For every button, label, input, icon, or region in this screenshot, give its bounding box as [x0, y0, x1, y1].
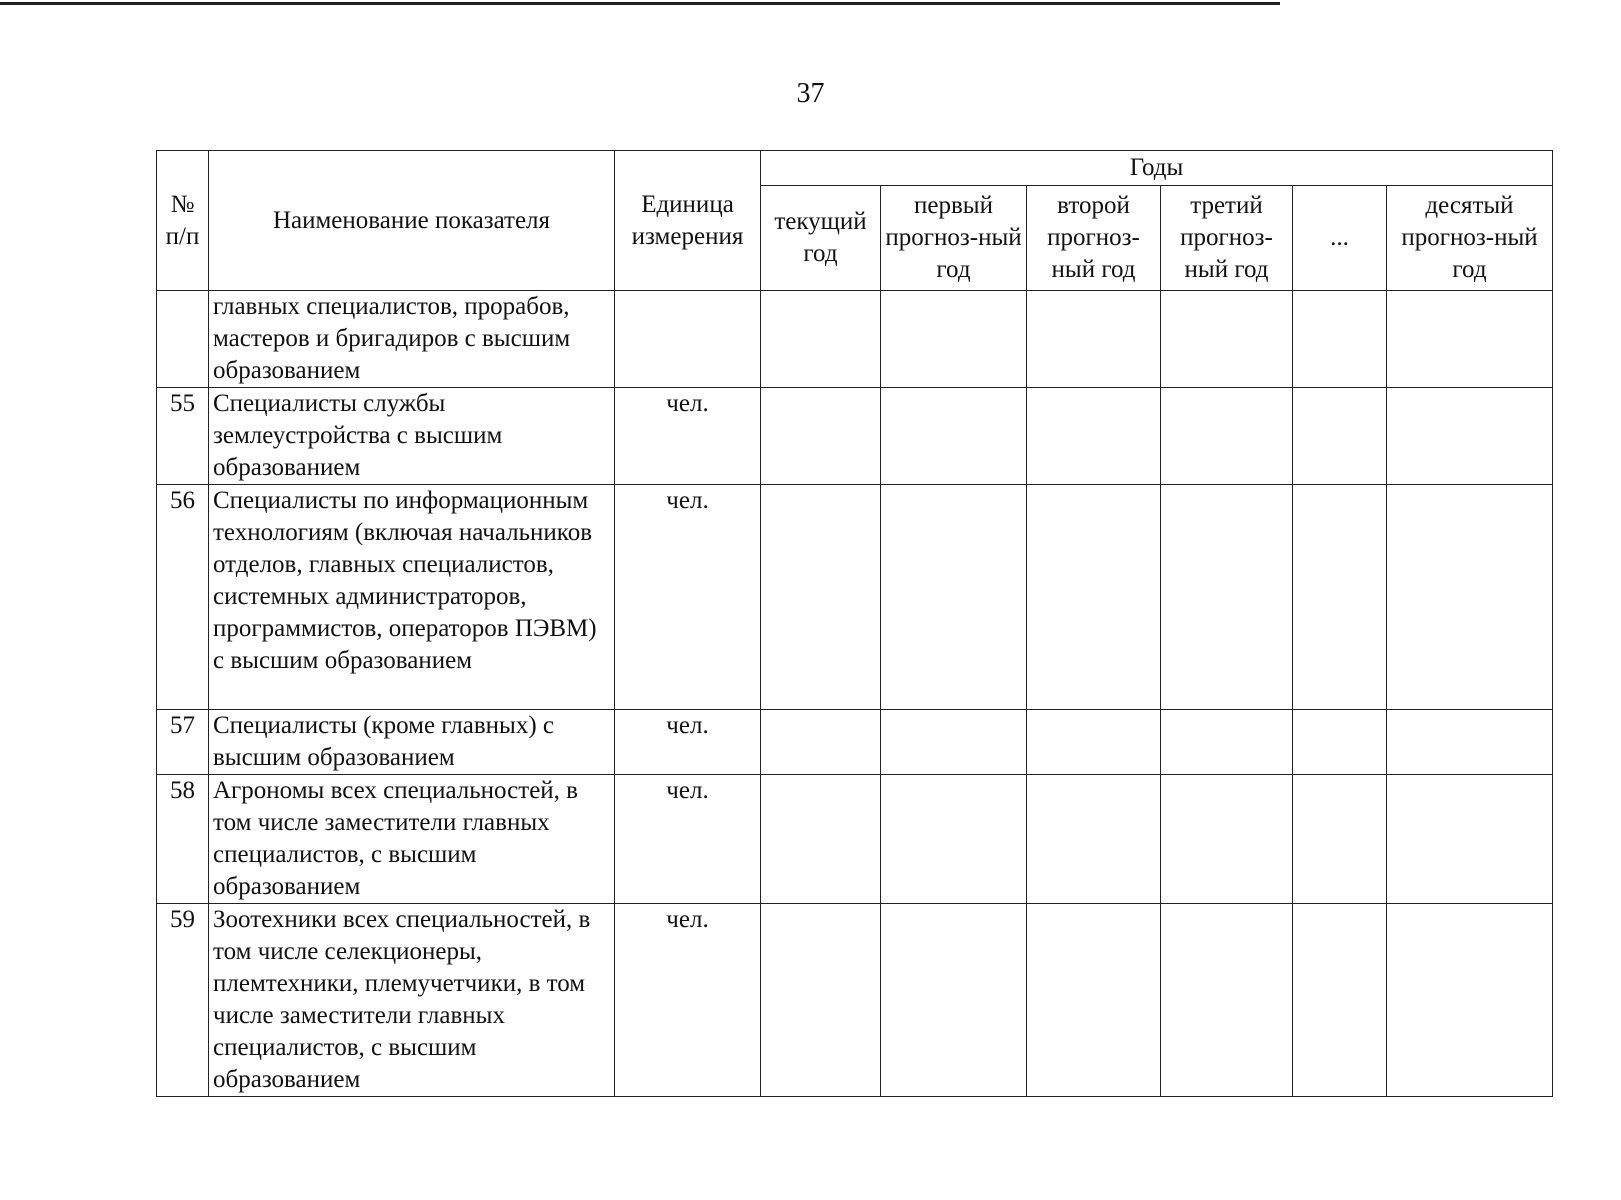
- header-num: № п/п: [157, 151, 209, 291]
- year-cell: [1161, 775, 1293, 904]
- row-name: главных специалистов, прорабов, мастеров и бригадиров с высшим образованием: [209, 291, 615, 388]
- year-cell: [881, 485, 1027, 710]
- year-cell: [1293, 904, 1387, 1097]
- year-cell: [1293, 710, 1387, 775]
- year-cell: [761, 388, 881, 485]
- table-row: [157, 775, 1553, 904]
- year-cell: [1027, 775, 1161, 904]
- year-cell: [1161, 485, 1293, 710]
- page-number: 37: [796, 78, 825, 109]
- row-name: Специалисты (кроме главных) с высшим образованием: [209, 710, 615, 775]
- year-cell: [881, 388, 1027, 485]
- year-cell: [1293, 485, 1387, 710]
- year-cell: [1293, 291, 1387, 388]
- indicators-table: [156, 150, 1553, 1097]
- top-rule: [0, 2, 1280, 5]
- year-cell: [1027, 388, 1161, 485]
- header-year-ellipsis: ...: [1293, 186, 1387, 291]
- row-name: Специалисты по информационным технологиям (включая начальников отделов, главных специалистов, системных администраторов, программистов, операторов ПЭВМ) с высшим образованием: [209, 485, 615, 710]
- year-cell: [1293, 388, 1387, 485]
- header-year-tenth: десятый прогноз-ный год: [1387, 186, 1553, 291]
- row-number: 55: [157, 388, 209, 485]
- year-cell: [1293, 775, 1387, 904]
- header-name: Наименование показателя: [209, 151, 615, 291]
- row-unit: чел.: [615, 904, 761, 1097]
- row-name: Зоотехники всех специальностей, в том числе селекционеры, племтехники, племучетчики, в том числе заместители главных специалистов, с высшим образованием: [209, 904, 615, 1097]
- header-year-current: текущий год: [761, 186, 881, 291]
- header-years: Годы: [761, 151, 1553, 186]
- year-cell: [1387, 710, 1553, 775]
- year-cell: [881, 291, 1027, 388]
- year-cell: [1161, 291, 1293, 388]
- header-year-third: третий прогноз-ный год: [1161, 186, 1293, 291]
- row-number: 57: [157, 710, 209, 775]
- year-cell: [1387, 904, 1553, 1097]
- year-cell: [761, 485, 881, 710]
- year-cell: [881, 775, 1027, 904]
- row-unit: чел.: [615, 775, 761, 904]
- table-row: [157, 904, 1553, 1097]
- row-unit: чел.: [615, 485, 761, 710]
- year-cell: [881, 710, 1027, 775]
- table-row: [157, 388, 1553, 485]
- year-cell: [761, 775, 881, 904]
- row-number: 58: [157, 775, 209, 904]
- header-year-first: первый прогноз-ный год: [881, 186, 1027, 291]
- year-cell: [761, 710, 881, 775]
- year-cell: [761, 904, 881, 1097]
- year-cell: [1161, 710, 1293, 775]
- header-unit: Единица измерения: [615, 151, 761, 291]
- year-cell: [761, 291, 881, 388]
- year-cell: [1161, 904, 1293, 1097]
- row-unit: чел.: [615, 388, 761, 485]
- row-name: Специалисты службы землеустройства с высшим образованием: [209, 388, 615, 485]
- row-unit: чел.: [615, 710, 761, 775]
- row-unit: [615, 291, 761, 388]
- year-cell: [1387, 291, 1553, 388]
- year-cell: [1027, 485, 1161, 710]
- table-row: [157, 485, 1553, 710]
- year-cell: [1027, 904, 1161, 1097]
- row-number: [157, 291, 209, 388]
- row-number: 56: [157, 485, 209, 710]
- year-cell: [1027, 291, 1161, 388]
- row-name: Агрономы всех специальностей, в том числе заместители главных специалистов, с высшим образованием: [209, 775, 615, 904]
- row-number: 59: [157, 904, 209, 1097]
- header-year-second: второй прогноз-ный год: [1027, 186, 1161, 291]
- year-cell: [881, 904, 1027, 1097]
- year-cell: [1027, 710, 1161, 775]
- table-row: [157, 710, 1553, 775]
- year-cell: [1387, 485, 1553, 710]
- year-cell: [1387, 775, 1553, 904]
- year-cell: [1387, 388, 1553, 485]
- year-cell: [1161, 388, 1293, 485]
- table-row: [157, 291, 1553, 388]
